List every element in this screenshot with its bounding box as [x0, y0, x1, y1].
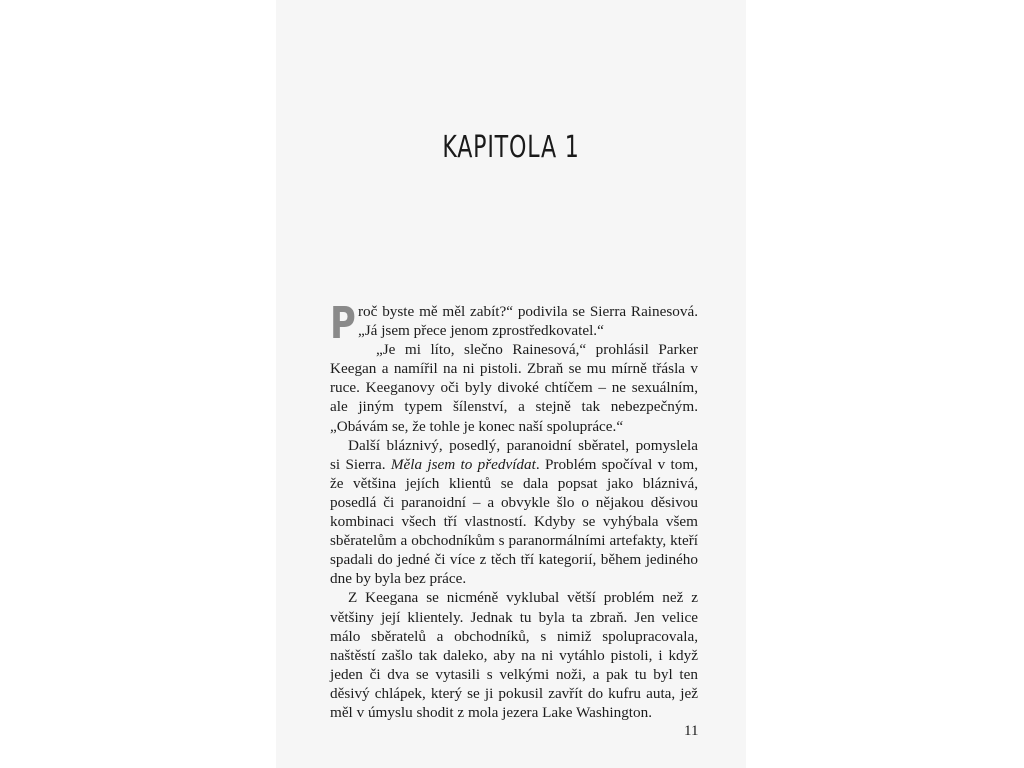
paragraph-4: Z Keegana se nicméně vyklubal větší problém než z většiny její klientely. Jednak tu byla ta zbraň. Jen velice málo sběratelů a obchodníků, s nimiž spolupracovala, naštěstí zašlo tak daleko, aby na ni vytáhlo pistoli, i když jeden či dva se vytasili s velkými noži, a pak tu byl ten děsivý chlápek, který se ji pokusil zavřít do kufru auta, jež měl v úmyslu shodit z mola jezera Lake Washington. — [330, 589, 698, 721]
chapter-body — [330, 298, 698, 722]
page-number: 11 — [684, 723, 699, 739]
paragraph-1 — [330, 298, 698, 349]
paragraph-1-text: roč byste mě měl zabít?“ podivila se Sierra Rainesová. „Já jsem přece jenom zprostředkovatel.“ — [358, 303, 698, 340]
chapter-title: KAPITOLA 1 — [442, 130, 580, 165]
paragraph-3-text-end: . Problém spočíval v tom, že většina jejích klientů se dala popsat jako bláznivá, posedlá či paranoidní – a obvykle šlo o nějakou děsivou kombinaci všech tří vlastností. Kdyby se vyhýbala všem sběratelům a obchodníkům s paranormálními artefakty, kteří spadali do jedné či více z těch tří kategorií, během jediného dne by byla bez práce. — [330, 455, 698, 588]
paragraph-2: „Je mi líto, slečno Rainesová,“ prohlásil Parker Keegan a namířil na ni pistoli. Zbraň se mu mírně třásla v ruce. Keeganovy oči byly divoké chtíčem – ne sexuálním, ale jiným typem šílenství, a stejně tak nebezpečným. „Obávám se, že tohle je konec naší spolupráce.“ — [330, 341, 698, 435]
paragraph-3-text-start: Další bláznivý, posedlý, paranoidní sběratel, pomyslela si Sierra. — [330, 436, 698, 473]
paragraph-3-italic: Měla jsem to předvídat — [390, 455, 536, 473]
drop-cap: P — [330, 298, 356, 349]
paragraph-3 — [330, 436, 698, 589]
